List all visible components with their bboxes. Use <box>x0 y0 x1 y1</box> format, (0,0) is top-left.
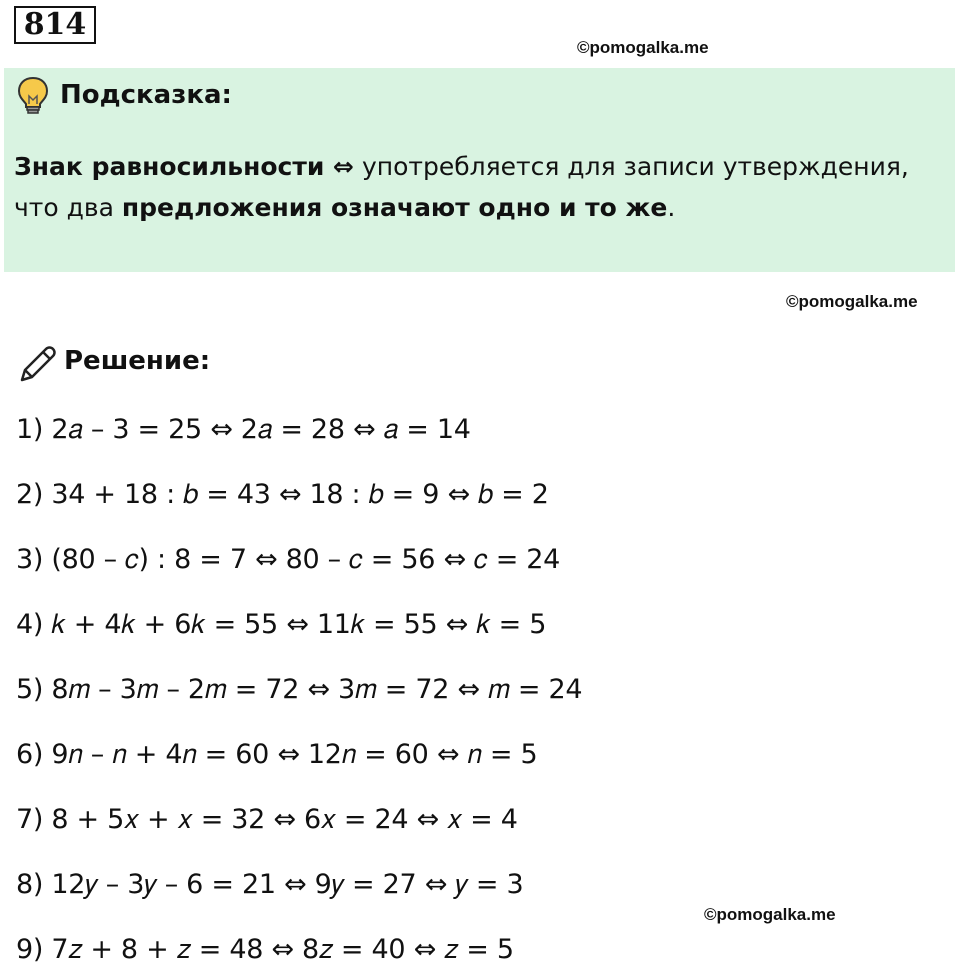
hint-text-end: . <box>667 193 676 222</box>
equation-line: 4) 𝑘 + 4𝑘 + 6𝑘 = 55 ⇔ 11𝑘 = 55 ⇔ 𝑘 = 5 <box>16 609 547 640</box>
hint-bold-2: предложения означают одно и то же <box>121 193 668 222</box>
equation-line: 8) 12𝑦 – 3𝑦 – 6 = 21 ⇔ 9𝑦 = 27 ⇔ 𝑦 = 3 <box>16 869 524 900</box>
task-number: 814 <box>14 6 96 44</box>
equation-line: 7) 8 + 5𝑥 + 𝑥 = 32 ⇔ 6𝑥 = 24 ⇔ 𝑥 = 4 <box>16 804 518 835</box>
hint-text-2: употребляется для записи утверждения, что два <box>14 152 909 222</box>
watermark: ©pomogalka.me <box>786 292 918 311</box>
equation-line: 6) 9𝑛 – 𝑛 + 4𝑛 = 60 ⇔ 12𝑛 = 60 ⇔ 𝑛 = 5 <box>16 739 538 770</box>
watermark: ©pomogalka.me <box>704 905 836 924</box>
pencil-icon <box>18 344 58 384</box>
equation-line: 9) 7𝑧 + 8 + 𝑧 = 48 ⇔ 8𝑧 = 40 ⇔ 𝑧 = 5 <box>16 934 514 965</box>
solution-title: Решение: <box>64 346 211 376</box>
equation-line: 3) (80 – 𝑐) : 8 = 7 ⇔ 80 – 𝑐 = 56 ⇔ 𝑐 = 24 <box>16 544 561 575</box>
lightbulb-icon <box>16 76 50 116</box>
equation-line: 2) 34 + 18 : 𝑏 = 43 ⇔ 18 : 𝑏 = 9 ⇔ 𝑏 = 2 <box>16 479 549 510</box>
equation-line: 5) 8𝑚 – 3𝑚 – 2𝑚 = 72 ⇔ 3𝑚 = 72 ⇔ 𝑚 = 24 <box>16 674 583 705</box>
hint-text <box>14 146 944 228</box>
hint-bold-1: Знак равносильности ⇔ <box>14 152 354 181</box>
hint-title: Подсказка: <box>60 80 232 110</box>
watermark: ©pomogalka.me <box>577 38 709 57</box>
equation-line: 1) 2𝑎 – 3 = 25 ⇔ 2𝑎 = 28 ⇔ 𝑎 = 14 <box>16 414 471 445</box>
